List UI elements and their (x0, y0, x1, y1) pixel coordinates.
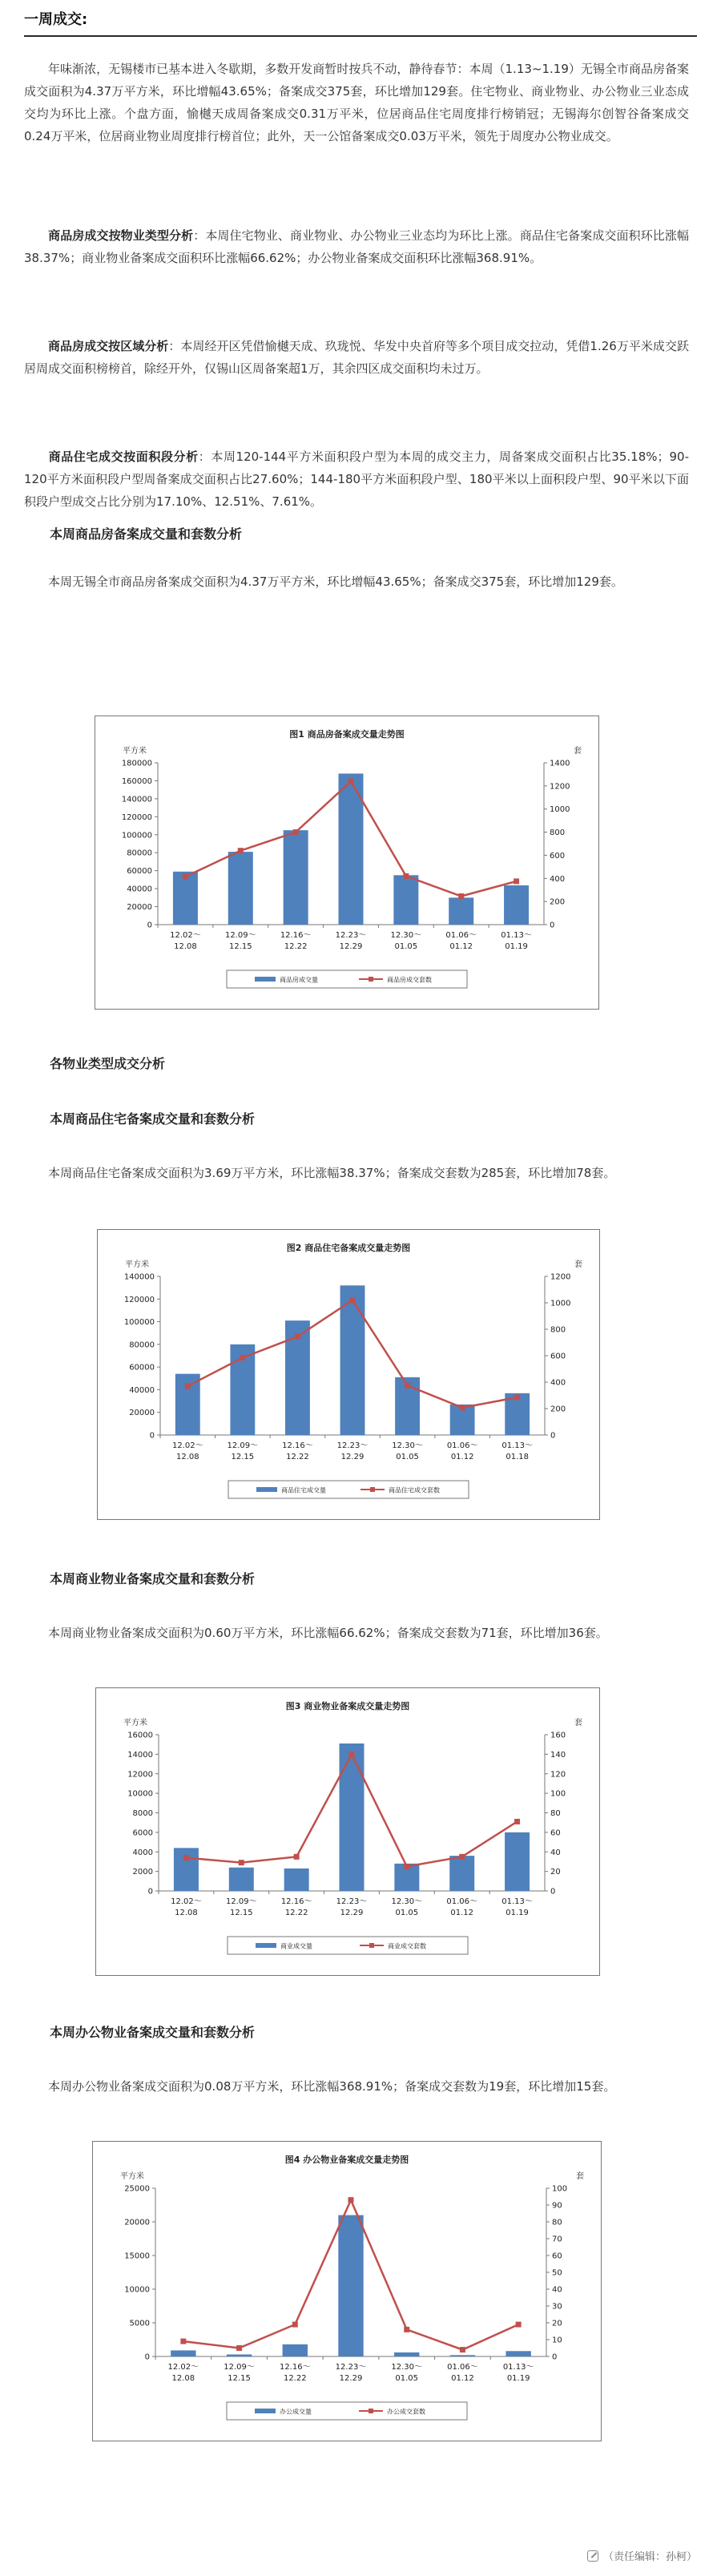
y2-axis-label: 套 (574, 1719, 582, 1727)
x-tick-label: 01.12 (449, 942, 473, 951)
line-point (460, 1405, 465, 1410)
bar (284, 830, 308, 925)
legend-line-marker (370, 1487, 375, 1492)
y2-tick-label: 1000 (550, 1299, 571, 1308)
line-point (239, 1860, 244, 1865)
x-tick-label: 12.09～ (227, 1441, 259, 1450)
y-tick-label: 100000 (121, 831, 152, 841)
bar (505, 1832, 530, 1891)
type-analysis-label: 商品房成交按物业类型分析 (48, 228, 194, 243)
section-2-paragraph (24, 1162, 689, 1184)
y2-tick-label: 50 (552, 2268, 562, 2278)
bar (449, 1856, 474, 1891)
x-tick-label: 01.05 (395, 1909, 419, 1917)
x-tick-label: 12.29 (340, 1453, 365, 1461)
y-tick-label: 8000 (132, 1809, 153, 1818)
legend-line-label: 商品住宅成交套数 (389, 1486, 440, 1494)
y-tick-label: 4000 (132, 1848, 153, 1857)
line-point (236, 2345, 242, 2351)
x-tick-label: 12.30～ (391, 2363, 423, 2372)
x-tick-label: 12.22 (284, 1909, 308, 1917)
legend-line-marker (369, 977, 373, 982)
page-title: 一周成交: (24, 11, 88, 28)
y-tick-label: 10000 (124, 2285, 150, 2295)
bar (174, 1848, 199, 1891)
y-tick-label: 100000 (123, 1318, 155, 1328)
y-tick-label: 180000 (121, 759, 152, 768)
legend-line-label: 商业成交套数 (388, 1942, 426, 1950)
legend-bar-label: 商品房成交量 (280, 976, 318, 984)
intro-paragraph (24, 58, 689, 147)
title-divider (24, 35, 697, 37)
intro-text: 年味渐浓，无锡楼市已基本进入冬歇期，多数开发商暂时按兵不动，静待春节：本周（1.13~1.19）无锡全市商品房备案成交面积为4.37万平方米，环比增幅43.65%；备案成交375套，环比增加129套。住宅物业、商业物业、办公物业三业态成交均为环比上涨。个盘方面，愉樾天成周备案成交0.31万平米，位居商品住宅周度排行榜销冠；无锡海尔创智谷备案成交0.24万平米，位居商业物业周度排行榜首位；此外，天一公馆备案成交0.03万平米，领先于周度办公物业成交。 (24, 62, 689, 143)
x-tick-label: 01.06～ (446, 1897, 478, 1906)
y2-tick-label: 800 (550, 828, 566, 838)
y2-tick-label: 100 (550, 1789, 566, 1799)
line-point (516, 2322, 522, 2328)
x-tick-label: 01.12 (451, 2374, 474, 2383)
y2-tick-label: 60 (550, 1828, 561, 1838)
y-axis-label: 平方米 (125, 1260, 149, 1269)
type-analysis-paragraph (24, 224, 689, 269)
line-point (185, 1383, 191, 1389)
area-analysis-text: ：本周经开区凭借愉樾天成、玖珑悦、华发中央首府等多个项目成交拉动，凭借1.26万平米成交跃居周成交面积榜榜首，除经开外，仅锡山区周备案超1万，其余四区成交面积均未过万。 (24, 339, 689, 376)
y2-tick-label: 1200 (550, 1272, 571, 1282)
line-point (404, 1864, 409, 1869)
y-tick-label: 25000 (124, 2184, 150, 2194)
x-tick-label: 12.09～ (225, 1897, 257, 1906)
x-tick-label: 01.06～ (446, 1441, 478, 1450)
legend-line-label: 商品房成交套数 (387, 976, 432, 984)
size-analysis-label: 商品住宅成交按面积段分析 (48, 449, 199, 464)
x-tick-label: 12.29 (339, 942, 363, 951)
chart-3 (95, 1687, 600, 1976)
x-tick-label: 01.06～ (445, 931, 477, 940)
x-tick-label: 01.13～ (502, 2363, 534, 2372)
x-tick-label: 12.23～ (335, 2363, 367, 2372)
y-tick-label: 60000 (129, 1363, 155, 1373)
legend-line-marker (369, 1943, 374, 1948)
section-3-title: 本周商业物业备案成交量和套数分析 (50, 1571, 256, 1586)
y2-tick-label: 0 (550, 1431, 556, 1441)
x-tick-label: 01.19 (506, 2374, 530, 2383)
line-point (404, 2327, 409, 2332)
y-axis-label: 平方米 (123, 1719, 147, 1727)
bar (229, 1868, 254, 1891)
y-tick-label: 140000 (123, 1272, 155, 1282)
section-3-paragraph (24, 1622, 689, 1644)
legend-line-marker (369, 2409, 373, 2413)
line-point (295, 1334, 300, 1340)
y2-tick-label: 200 (550, 897, 566, 907)
y-tick-label: 80000 (129, 1340, 155, 1350)
y2-tick-label: 20 (552, 2319, 562, 2328)
section-1-text: 本周无锡全市商品房备案成交面积为4.37万平方米，环比增幅43.65%；备案成交375套，环比增加129套。 (48, 574, 623, 589)
bar (283, 2344, 308, 2356)
bar (227, 2354, 252, 2356)
y2-tick-label: 400 (550, 1378, 566, 1388)
y-axis-label: 平方米 (120, 2172, 144, 2181)
y2-axis-label: 套 (574, 747, 582, 756)
bar (284, 1869, 309, 1891)
editor-credit (587, 2548, 697, 2563)
x-tick-label: 12.09～ (224, 2363, 255, 2372)
y2-tick-label: 90 (552, 2201, 562, 2211)
x-tick-label: 01.12 (450, 1453, 474, 1461)
section-4-text: 本周办公物业备案成交面积为0.08万平方米，环比涨幅368.91%；备案成交套数为19套，环比增加15套。 (48, 2079, 616, 2094)
y2-tick-label: 160 (550, 1731, 566, 1740)
y-tick-label: 0 (147, 1887, 153, 1897)
y-tick-label: 15000 (124, 2251, 150, 2261)
y2-tick-label: 600 (550, 851, 566, 861)
chart-2-svg (98, 1230, 599, 1519)
legend-line-label: 办公成交套数 (387, 2408, 425, 2416)
y-tick-label: 16000 (127, 1731, 153, 1740)
chart-4 (92, 2141, 602, 2441)
y-tick-label: 120000 (123, 1295, 155, 1304)
x-tick-label: 12.16～ (282, 1441, 313, 1450)
y2-tick-label: 0 (550, 921, 555, 930)
area-analysis-paragraph (24, 335, 689, 380)
bar (449, 897, 473, 925)
x-tick-label: 01.05 (396, 1453, 419, 1461)
x-tick-label: 12.22 (284, 942, 308, 951)
section-1-title: 本周商品房备案成交量和套数分析 (50, 526, 243, 542)
y2-tick-label: 20 (550, 1868, 561, 1877)
x-tick-label: 12.22 (283, 2374, 307, 2383)
y-tick-label: 20000 (129, 1409, 155, 1418)
x-tick-label: 12.30～ (390, 931, 422, 940)
y2-tick-label: 60 (552, 2251, 562, 2261)
x-tick-label: 12.30～ (392, 1441, 423, 1450)
bar (171, 2350, 195, 2356)
page-header (24, 3, 697, 37)
x-tick-label: 12.02～ (170, 931, 201, 940)
x-tick-label: 12.29 (340, 1909, 364, 1917)
line-point (460, 2347, 465, 2352)
section-4-title: 本周办公物业备案成交量和套数分析 (50, 2025, 256, 2040)
x-tick-label: 01.13～ (501, 1897, 533, 1906)
bar (393, 875, 418, 925)
y2-tick-label: 80 (550, 1809, 561, 1818)
chart-title: 图4 办公物业备案成交量走势图 (284, 2155, 409, 2165)
x-tick-label: 01.06～ (447, 2363, 478, 2372)
line-point (348, 2197, 354, 2203)
x-tick-label: 12.08 (174, 942, 197, 951)
x-tick-label: 12.16～ (280, 1897, 312, 1906)
x-tick-label: 12.08 (175, 1909, 198, 1917)
area-analysis-label: 商品房成交按区域分析 (48, 339, 169, 353)
x-tick-label: 12.02～ (171, 1441, 203, 1450)
section-3-text: 本周商业物业备案成交面积为0.60万平方米，环比涨幅66.62%；备案成交套数为71套，环比增加36套。 (48, 1626, 608, 1640)
y-tick-label: 140000 (121, 795, 152, 804)
size-analysis-paragraph (24, 445, 689, 513)
y2-axis-label: 套 (574, 1260, 582, 1269)
y2-tick-label: 1000 (550, 805, 570, 815)
y-tick-label: 20000 (127, 903, 152, 913)
chart-title: 图2 商品住宅备案成交量走势图 (286, 1243, 411, 1253)
x-tick-label: 12.16～ (280, 931, 312, 940)
line-point (180, 2339, 186, 2344)
line-point (183, 874, 188, 880)
x-tick-label: 12.30～ (391, 1897, 423, 1906)
chart-4-svg (93, 2142, 601, 2441)
y2-tick-label: 1400 (550, 759, 570, 768)
line-point (240, 1355, 245, 1361)
line-point (294, 1854, 300, 1860)
x-tick-label: 12.08 (171, 2374, 195, 2383)
bar (340, 1744, 365, 1891)
section-2-pre-title: 各物业类型成交分析 (50, 1056, 166, 1071)
x-tick-label: 12.22 (286, 1453, 309, 1461)
y-tick-label: 160000 (121, 776, 152, 786)
legend-bar-label: 办公成交量 (280, 2408, 312, 2416)
x-tick-label: 12.08 (175, 1453, 199, 1461)
section-2-text: 本周商品住宅备案成交面积为3.69万平方米，环比涨幅38.37%；备案成交套数为285套，环比增加78套。 (48, 1166, 616, 1180)
size-analysis-text: ：本周120-144平方米面积段户型为本周的成交主力，周备案成交面积占比35.18%；90-120平方米面积段户型周备案成交面积占比27.60%；144-180平方米面积段户型、180平米以上面积段户型、90平米以下面积段户型成交占比分别为17.10%、12.51%、7.61%。 (24, 449, 689, 509)
chart-3-svg (96, 1688, 599, 1975)
x-tick-label: 12.15 (228, 2374, 251, 2383)
x-tick-label: 01.12 (450, 1909, 474, 1917)
y-axis-label: 平方米 (123, 747, 147, 756)
x-tick-label: 01.05 (394, 942, 418, 951)
y-tick-label: 5000 (129, 2319, 150, 2328)
bar (450, 2355, 475, 2356)
legend-bar-label: 商业成交量 (280, 1942, 312, 1950)
line-point (514, 1819, 520, 1824)
line-point (292, 2322, 298, 2328)
legend-bar-swatch (255, 977, 276, 982)
line-point (514, 1394, 520, 1400)
y-tick-label: 80000 (127, 849, 152, 858)
y-tick-label: 12000 (127, 1770, 153, 1780)
line-point (238, 848, 244, 853)
legend-bar-swatch (256, 1487, 277, 1492)
x-tick-label: 12.23～ (336, 1897, 368, 1906)
chart-1 (95, 716, 599, 1010)
y2-tick-label: 120 (550, 1770, 566, 1780)
x-tick-label: 12.15 (231, 1453, 255, 1461)
y-tick-label: 14000 (127, 1750, 153, 1760)
x-tick-label: 01.13～ (501, 931, 532, 940)
y-tick-label: 0 (149, 1431, 155, 1441)
line-point (459, 1854, 465, 1860)
x-tick-label: 12.09～ (224, 931, 256, 940)
line-point (183, 1855, 189, 1860)
chart-title: 图1 商品房备案成交量走势图 (289, 729, 405, 740)
y-tick-label: 2000 (132, 1868, 153, 1877)
x-tick-label: 01.18 (506, 1453, 530, 1461)
chart-1-svg (95, 716, 598, 1009)
y-tick-label: 120000 (121, 812, 152, 822)
y-tick-label: 0 (144, 2352, 150, 2362)
y2-tick-label: 40 (552, 2285, 562, 2295)
y2-tick-label: 30 (552, 2302, 562, 2312)
bar (506, 2351, 530, 2356)
y-tick-label: 60000 (127, 867, 152, 877)
y2-tick-label: 80 (552, 2218, 562, 2227)
y2-axis-label: 套 (576, 2172, 584, 2181)
y2-tick-label: 800 (550, 1325, 566, 1335)
y2-tick-label: 140 (550, 1750, 566, 1760)
legend-bar-swatch (256, 1943, 276, 1948)
y-tick-label: 6000 (132, 1828, 153, 1838)
bar (338, 2215, 363, 2356)
section-1-paragraph (24, 570, 689, 593)
x-tick-label: 12.23～ (335, 931, 367, 940)
chart-2 (97, 1229, 600, 1520)
line-point (350, 1297, 356, 1303)
y2-tick-label: 70 (552, 2235, 562, 2244)
y2-tick-label: 100 (552, 2184, 568, 2194)
y2-tick-label: 40 (550, 1848, 561, 1857)
y2-tick-label: 1200 (550, 782, 570, 792)
bar (175, 1374, 200, 1435)
legend-bar-label: 商品住宅成交量 (281, 1486, 326, 1494)
line-point (349, 1752, 355, 1757)
x-tick-label: 12.02～ (167, 2363, 199, 2372)
editor-text: （责任编辑：孙柯） (602, 2551, 697, 2563)
y2-tick-label: 0 (552, 2352, 558, 2362)
line-point (348, 779, 354, 784)
x-tick-label: 01.13～ (501, 1441, 534, 1450)
y2-tick-label: 10 (552, 2336, 562, 2345)
chart-title: 图3 商业物业备案成交量走势图 (285, 1701, 410, 1711)
line-point (458, 893, 464, 899)
type-analysis-text: ：本周住宅物业、商业物业、办公物业三业态均为环比上涨。商品住宅备案成交面积环比涨幅38.37%；商业物业备案成交面积环比涨幅66.62%；办公物业备案成交面积环比涨幅368.91%。 (24, 228, 689, 265)
x-tick-label: 12.15 (228, 942, 252, 951)
bar (340, 1285, 365, 1435)
line-point (403, 873, 409, 879)
y2-tick-label: 600 (550, 1352, 566, 1361)
legend-bar-swatch (255, 2409, 276, 2413)
x-tick-label: 12.29 (339, 2374, 363, 2383)
bar (504, 885, 529, 925)
y2-tick-label: 200 (550, 1405, 566, 1414)
x-tick-label: 12.23～ (336, 1441, 369, 1450)
bar (228, 852, 253, 925)
y-tick-label: 0 (147, 921, 152, 930)
x-tick-label: 01.19 (505, 942, 528, 951)
x-tick-label: 12.15 (229, 1909, 253, 1917)
section-2-title: 本周商品住宅备案成交量和套数分析 (50, 1111, 256, 1127)
y2-tick-label: 400 (550, 874, 566, 884)
edit-icon (587, 2550, 598, 2562)
line-point (405, 1383, 410, 1389)
x-tick-label: 01.19 (506, 1909, 529, 1917)
y-tick-label: 40000 (129, 1385, 155, 1395)
y-tick-label: 10000 (127, 1789, 153, 1799)
line-point (293, 829, 299, 835)
bar (173, 872, 198, 925)
y-tick-label: 20000 (124, 2218, 150, 2227)
y-tick-label: 40000 (127, 885, 152, 894)
x-tick-label: 12.16～ (279, 2363, 311, 2372)
bar (394, 2352, 419, 2356)
section-4-paragraph (24, 2075, 689, 2098)
y2-tick-label: 0 (550, 1887, 556, 1897)
x-tick-label: 01.05 (395, 2374, 419, 2383)
x-tick-label: 12.02～ (171, 1897, 202, 1906)
line-point (514, 878, 519, 884)
